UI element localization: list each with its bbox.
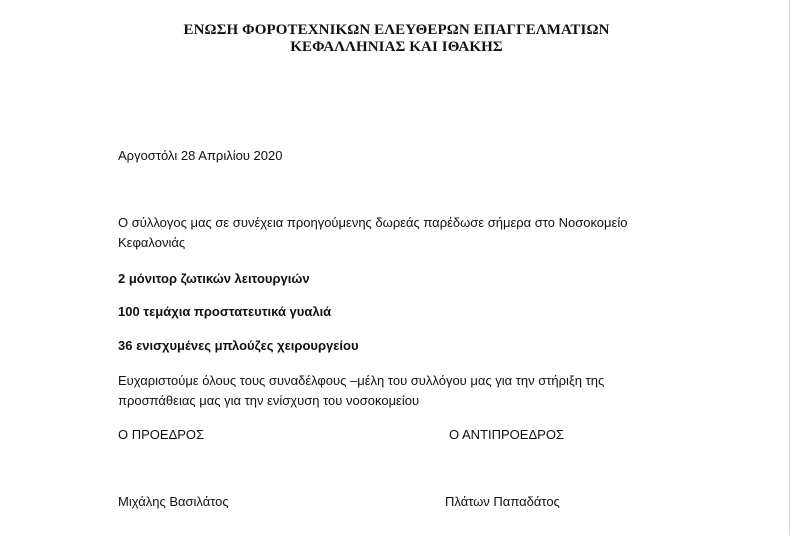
intro-paragraph (118, 213, 678, 253)
donation-item-1: 2 μόνιτορ ζωτικών λειτουργιών (118, 271, 310, 286)
page-edge-divider (789, 0, 790, 535)
letterhead-line-1: ΕΝΩΣΗ ΦΟΡΟΤΕΧΝΙΚΩΝ ΕΛΕΥΘΕΡΩΝ ΕΠΑΓΓΕΛΜΑΤΙΩΝ (183, 22, 610, 38)
vice-president-name: Πλάτων Παπαδάτος (445, 494, 560, 509)
intro-line-2: Κεφαλονιάς (118, 235, 186, 250)
thanks-paragraph (118, 371, 678, 411)
thanks-line-2: προσπάθειας μας για την ενίσχυση του νοσοκομείου (118, 393, 420, 408)
intro-line-1: Ο σύλλογος μας σε συνέχεια προηγούμενης δωρεάς παρέδωσε σήμερα στο Νοσοκομείο (118, 215, 628, 230)
president-name: Μιχάλης Βασιλάτος (118, 494, 229, 509)
letter-date: Αργοστόλι 28 Απριλίου 2020 (118, 148, 283, 163)
donation-item-3: 36 ενισχυμένες μπλούζες χειρουργείου (118, 338, 359, 353)
president-title: Ο ΠΡΟΕΔΡΟΣ (118, 427, 205, 442)
letterhead-line-2: ΚΕΦΑΛΛΗΝΙΑΣ ΚΑΙ ΙΘΑΚΗΣ (290, 39, 503, 55)
thanks-line-1: Ευχαριστούμε όλους τους συναδέλφους –μέλη του συλλόγου μας για την στήριξη της (118, 373, 605, 388)
letterhead (0, 22, 793, 56)
donation-item-2: 100 τεμάχια προστατευτικά γυαλιά (118, 304, 332, 319)
vice-president-title: Ο ΑΝΤΙΠΡΟΕΔΡΟΣ (449, 427, 564, 442)
